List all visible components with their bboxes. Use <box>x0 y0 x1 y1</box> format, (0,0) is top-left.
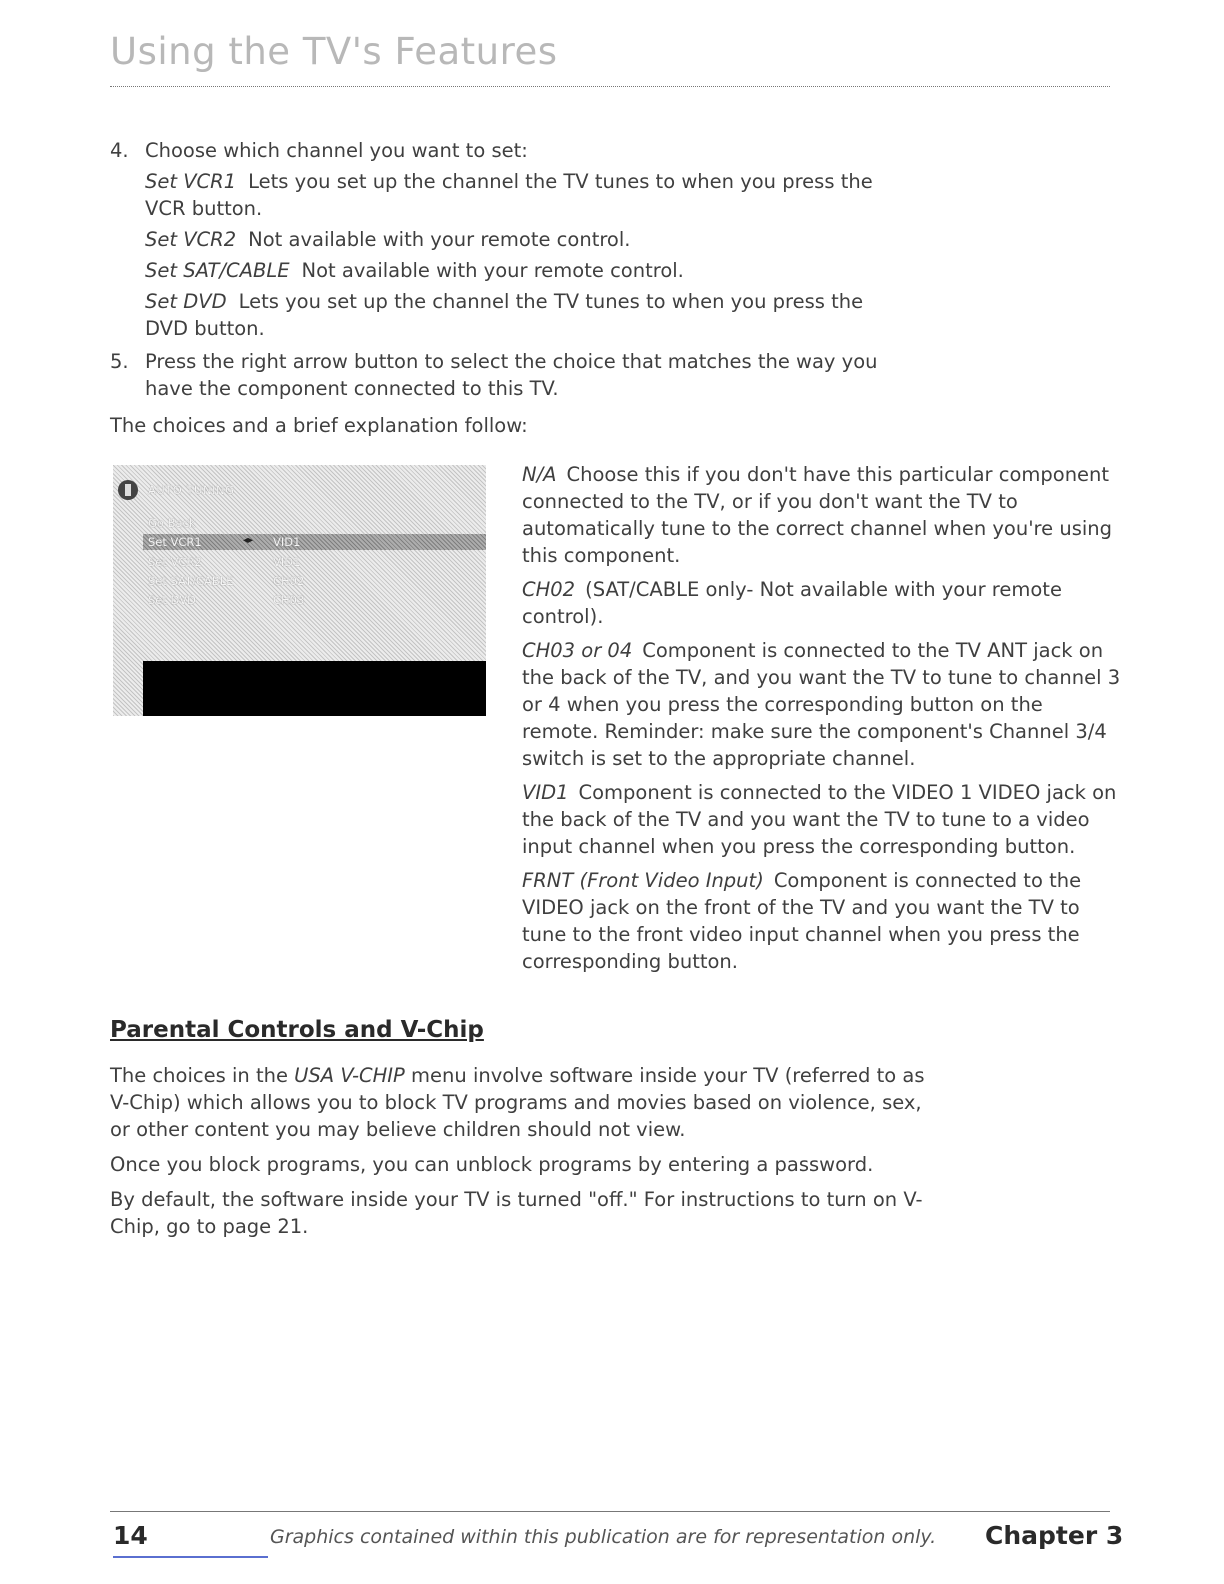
definition-desc: Component is connected to the VIDEO 1 VIDEO jack on the back of the TV and you want the TV to tune to a video input channel when you press the corresponding button. <box>522 781 1117 858</box>
chapter-label: Chapter 3 <box>985 1521 1124 1550</box>
tv-menu-item-set-dvd: Set DVD <box>148 593 196 607</box>
step-5 <box>110 348 910 402</box>
step-text: Choose which channel you want to set: <box>145 139 528 162</box>
definition-term: CH02 <box>522 578 576 601</box>
definition-desc: (SAT/CABLE only- Not available with your remote control). <box>522 578 1062 628</box>
footer-divider <box>110 1511 1110 1512</box>
tv-menu-item-set-vcr2: Set VCR2 <box>148 555 202 569</box>
option-term: Set VCR2 <box>145 228 237 251</box>
vchip-paragraph-2: Once you block programs, you can unblock programs by entering a password. <box>110 1153 874 1176</box>
definition-frnt <box>522 867 1122 975</box>
tv-menu-item-set-vcr1: Set VCR1 <box>148 535 202 549</box>
definition-na <box>522 461 1122 569</box>
definition-term: FRNT (Front Video Input) <box>522 869 764 892</box>
definition-term: VID1 <box>522 781 569 804</box>
tv-menu-black-panel <box>143 661 486 716</box>
tv-menu-item-go-back: Go Back <box>148 516 196 530</box>
tv-menu-value-sat-cable: CH02 <box>273 574 305 588</box>
choices-intro: The choices and a brief explanation follow: <box>110 414 528 437</box>
definition-term: N/A <box>522 463 557 486</box>
definition-term: CH03 or 04 <box>522 639 633 662</box>
option-set-sat-cable <box>145 257 910 284</box>
paragraph-text: The choices in the <box>110 1064 288 1087</box>
tv-menu-title: AUTO TUNING <box>148 483 235 497</box>
menu-name: USA V-CHIP <box>294 1064 405 1087</box>
option-desc: Lets you set up the channel the TV tunes to when you press the VCR button. <box>145 170 873 220</box>
definition-ch03-04 <box>522 637 1122 772</box>
tv-menu-value-vcr1: VID1 <box>273 535 301 549</box>
definition-vid1 <box>522 779 1122 860</box>
option-desc: Lets you set up the channel the TV tunes to when you press the DVD button. <box>145 290 864 340</box>
step-text: Press the right arrow button to select the choice that matches the way you have the component connected to this TV. <box>145 350 878 400</box>
option-term: Set DVD <box>145 290 227 313</box>
tv-menu-value-vcr2: VID1 <box>273 555 301 569</box>
page-header-title: Using the TV's Features <box>110 30 558 73</box>
option-set-dvd <box>145 288 910 342</box>
step-number: 4. <box>110 139 129 162</box>
vchip-paragraph-3: By default, the software inside your TV is turned "off." For instructions to turn on V-Chip, go to page 21. <box>110 1188 923 1238</box>
paragraph-text: menu involve software inside your TV (referred to as V-Chip) which allows you to block TV programs and movies based on violence, sex, or other content you may believe children should not view. <box>110 1064 925 1141</box>
option-desc: Not available with your remote control. <box>248 228 631 251</box>
choice-definitions <box>522 461 1122 982</box>
option-set-vcr2 <box>145 226 910 253</box>
section-heading-parental-controls: Parental Controls and V-Chip <box>110 1017 484 1043</box>
option-term: Set SAT/CABLE <box>145 259 290 282</box>
definition-desc: Component is connected to the TV ANT jack on the back of the TV, and you want the TV to tune to channel 3 or 4 when you press the corresponding button on the remote. Reminder: make sure the component's Channel 3/4 switch is set to the appropriate channel. <box>522 639 1121 770</box>
vchip-paragraph-1 <box>110 1062 930 1143</box>
page-number: 14 <box>113 1521 148 1550</box>
definition-desc: Component is connected to the VIDEO jack on the front of the TV and you want the TV to tune to the front video input channel when you press the corresponding button. <box>522 869 1082 973</box>
vchip-section-body <box>110 1062 930 1248</box>
left-right-arrows-icon: ◂▸ <box>243 535 254 546</box>
tv-menu-item-set-sat-cable: Set SAT/CABLE <box>148 574 234 588</box>
footer-disclaimer: Graphics contained within this publication are for representation only. <box>270 1526 937 1548</box>
option-desc: Not available with your remote control. <box>301 259 684 282</box>
step-4 <box>110 137 910 342</box>
definition-desc: Choose this if you don't have this particular component connected to the TV, or if you don't want the TV to automatically tune to the correct channel when you're using this component. <box>522 463 1113 567</box>
header-divider <box>110 86 1110 87</box>
tv-menu-screenshot <box>113 465 486 716</box>
footer-accent-line <box>113 1556 268 1558</box>
instruction-steps <box>110 137 910 408</box>
option-set-vcr1 <box>145 168 910 222</box>
tv-menu-value-dvd: CH03 <box>273 593 305 607</box>
step-number: 5. <box>110 350 129 373</box>
option-term: Set VCR1 <box>145 170 237 193</box>
tv-menu-icon <box>118 480 138 500</box>
definition-ch02 <box>522 576 1122 630</box>
